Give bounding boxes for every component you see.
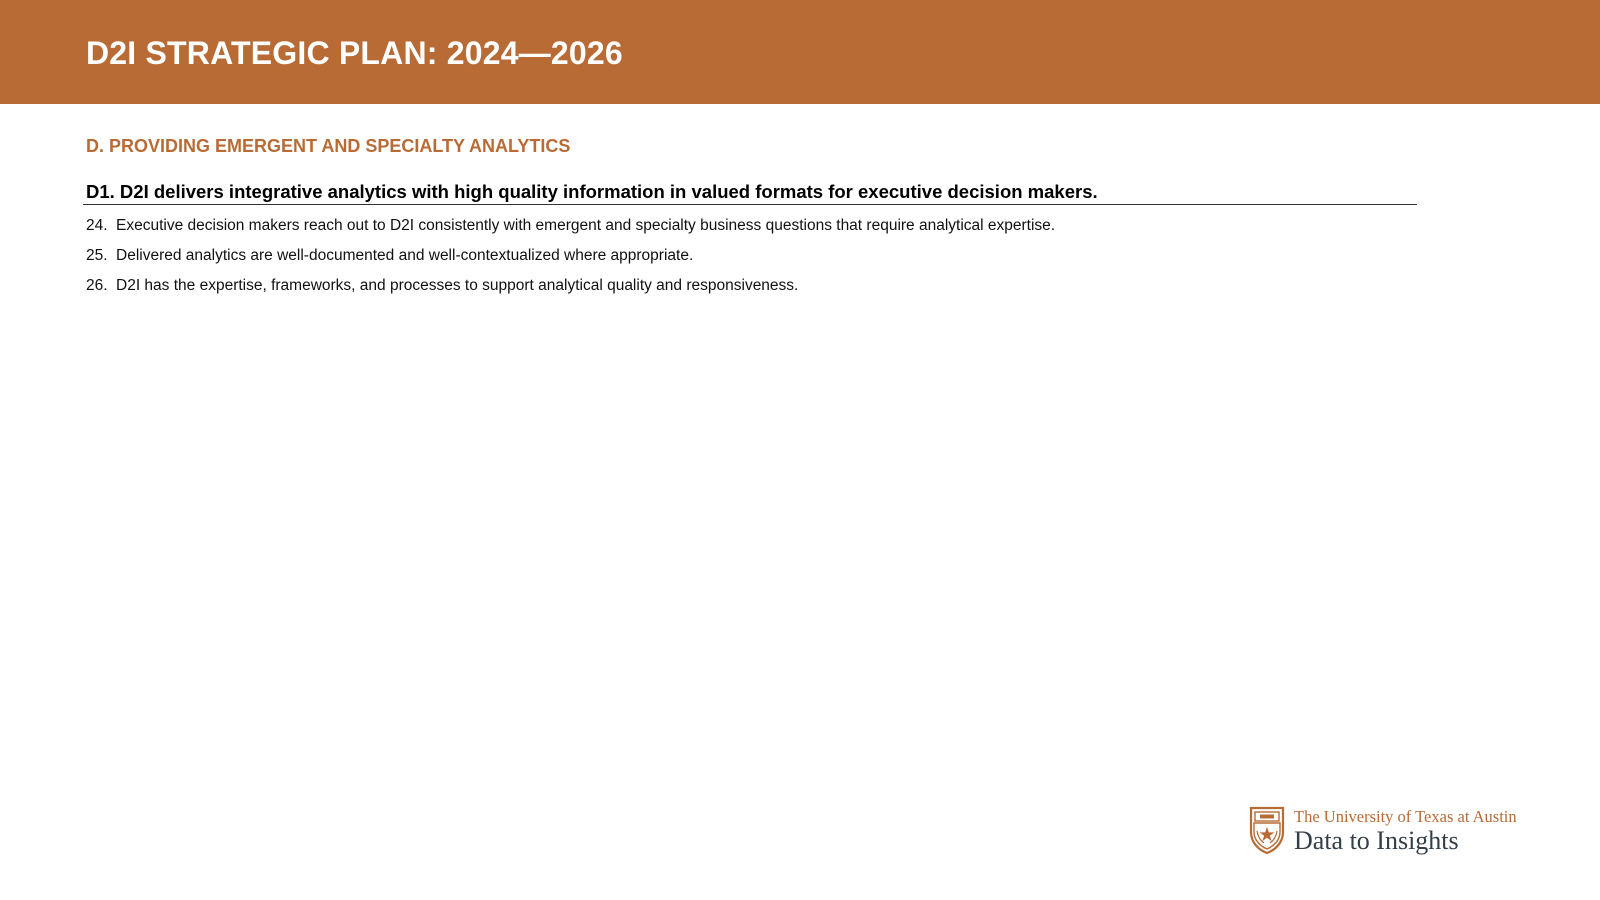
objective-number: 26.: [86, 277, 108, 294]
objective-text: Executive decision makers reach out to D2I consistently with emergent and specialty business questions that require analytical expertise.: [116, 217, 1056, 234]
goal-heading: D1. D2I delivers integrative analytics with high quality information in valued formats for executive decision makers.: [86, 181, 1098, 202]
objective-number: 24.: [86, 217, 108, 234]
objective-list: [86, 211, 1055, 301]
objective-item: [86, 211, 1055, 241]
objective-text: Delivered analytics are well-documented and well-contextualized where appropriate.: [116, 247, 694, 264]
ut-shield-icon: [1249, 806, 1285, 854]
header-band: [0, 0, 1600, 104]
section-heading: D. PROVIDING EMERGENT AND SPECIALTY ANALYTICS: [86, 136, 571, 156]
objective-text: D2I has the expertise, frameworks, and processes to support analytical quality and responsiveness.: [116, 277, 799, 294]
objective-item: [86, 241, 1055, 271]
objective-number: 25.: [86, 247, 108, 264]
slide-title: D2I STRATEGIC PLAN: 2024—2026: [86, 35, 623, 71]
objective-item: [86, 271, 1055, 301]
logo-unit-name: Data to Insights: [1294, 826, 1459, 855]
ut-d2i-logo: [1249, 806, 1531, 856]
logo-institution-name: The University of Texas at Austin: [1294, 807, 1517, 826]
goal-divider: [83, 204, 1417, 205]
